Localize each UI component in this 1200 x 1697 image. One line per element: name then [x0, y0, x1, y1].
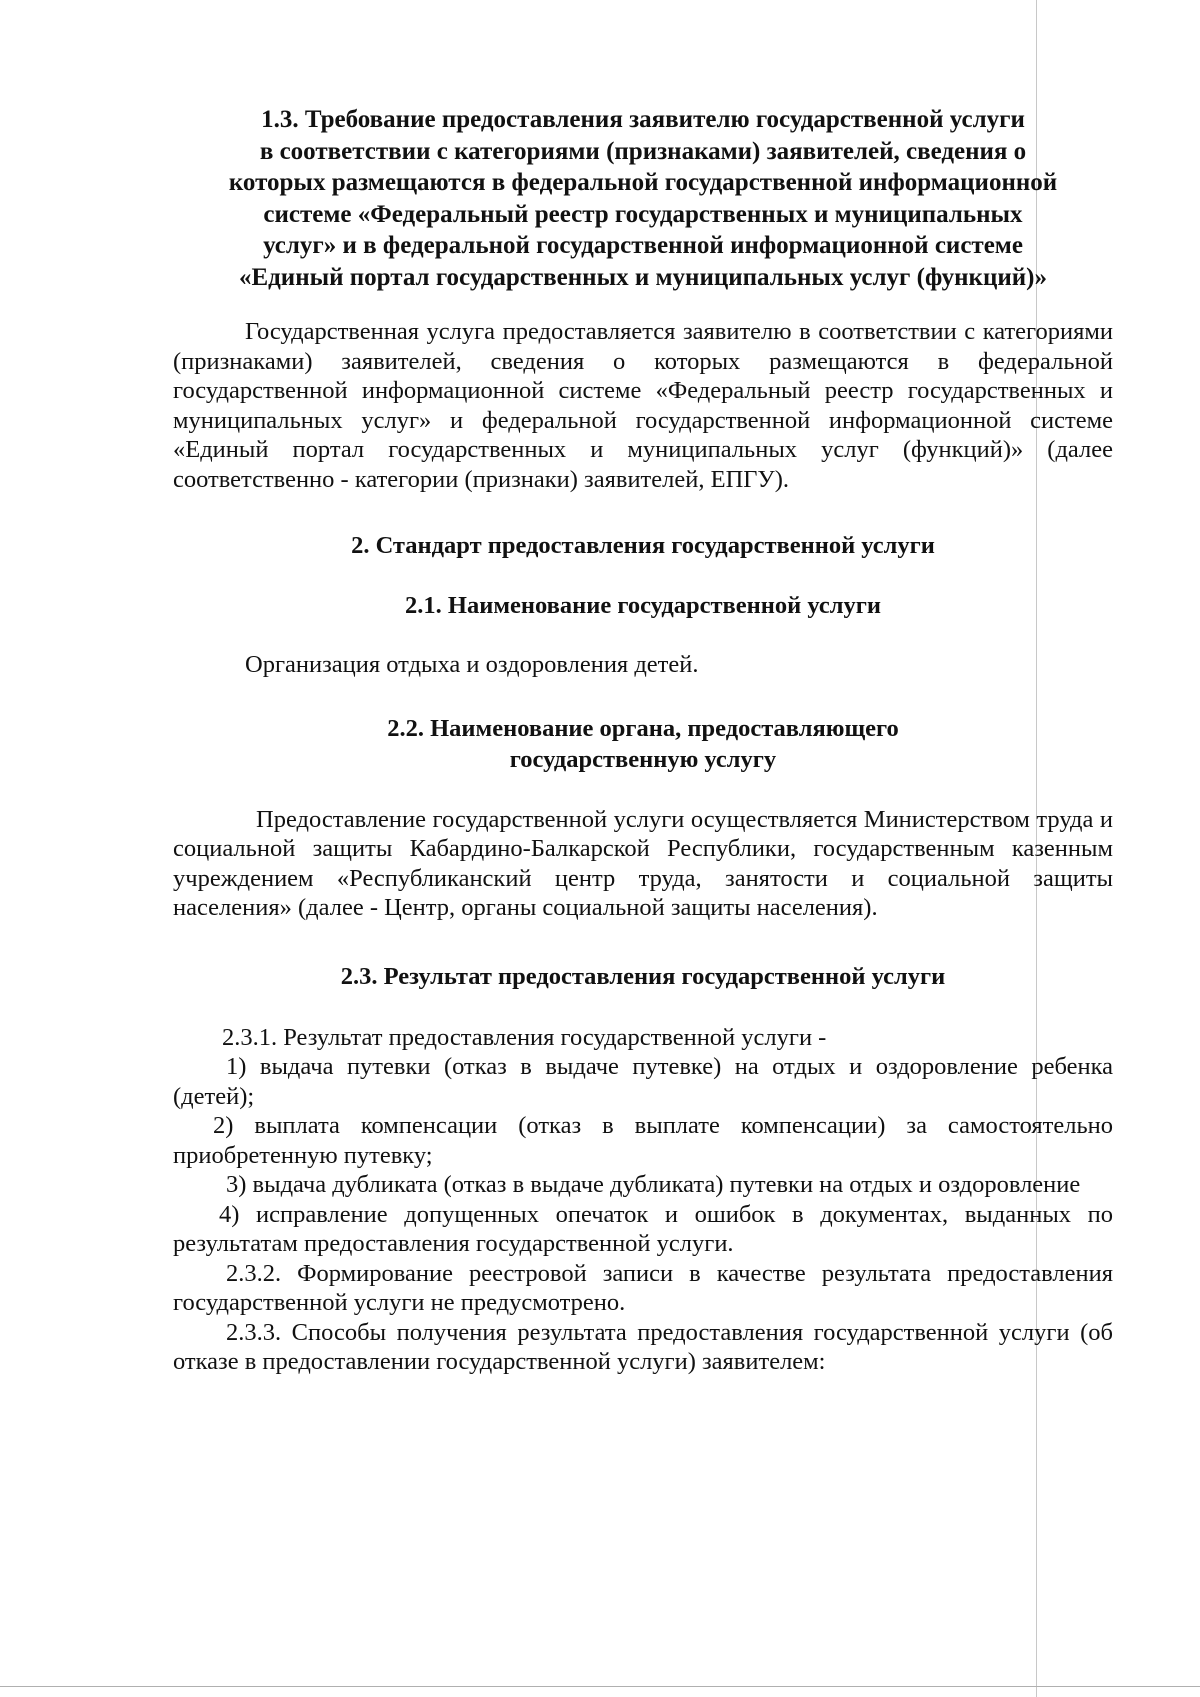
scan-bottom-edge — [0, 1686, 1200, 1687]
heading-line: 1.3. Требование предоставления заявителю государственной услуги — [261, 106, 1025, 133]
result-item-4: 4) исправление допущенных опечаток и ошибок в документах, выданных по результатам предоставления государственной услуги. — [173, 1200, 1113, 1257]
heading-line: 2.2. Наименование органа, предоставляющего — [387, 714, 899, 742]
document-body — [173, 104, 1113, 1377]
section-2-1-paragraph: Организация отдыха и оздоровления детей. — [245, 651, 699, 678]
section-1-3-paragraph: Государственная услуга предоставляется заявителю в соответствии с категориями (признаками) заявителей, сведения о которых размещаются в федеральной государственной информационной системе «Федеральный реестр государственных и муниципальных услуг» и федеральной государственной информационной системе «Единый портал государственных и муниципальных услуг (функций)» (далее соответственно - категории (признаки) заявителей, ЕПГУ). — [173, 318, 1113, 493]
section-2-heading: 2. Стандарт предоставления государственной услуги — [351, 532, 935, 559]
heading-line: которых размещаются в федеральной государственной информационной — [228, 169, 1058, 196]
heading-line: системе «Федеральный реестр государственных и муниципальных — [263, 200, 1023, 228]
section-2-3-heading: 2.3. Результат предоставления государственной услуги — [340, 962, 946, 990]
heading-line: «Единый портал государственных и муниципальных услуг (функций)» — [238, 263, 1048, 291]
section-2-3-2-paragraph: 2.3.2. Формирование реестровой записи в качестве результата предоставления государственной услуги не предусмотрено. — [173, 1259, 1113, 1316]
section-2-2-heading — [173, 713, 1113, 775]
result-item-2: 2) выплата компенсации (отказ в выплате компенсации) за самостоятельно приобретенную путевку; — [173, 1112, 1113, 1169]
result-item-1: 1) выдача путевки (отказ в выдаче путевке) на отдых и оздоровление ребенка (детей); — [173, 1053, 1113, 1110]
section-1-3-heading — [173, 104, 1113, 293]
section-2-1-heading: 2.1. Наименование государственной услуги — [405, 592, 881, 619]
section-2-3-3-paragraph: 2.3.3. Способы получения результата предоставления государственной услуги (об отказе в предоставлении государственной услуги) заявителем: — [173, 1318, 1113, 1375]
heading-line: государственную услугу — [509, 745, 777, 773]
section-2-2-paragraph: Предоставление государственной услуги осуществляется Министерством труда и социальной защиты Кабардино-Балкарской Республики, государственным казенным учреждением «Республиканский центр труда, занятости и социальной защиты населения» (далее - Центр, органы социальной защиты населения). — [173, 805, 1113, 921]
heading-line: услуг» и в федеральной государственной информационной системе — [263, 232, 1023, 259]
heading-line: в соответствии с категориями (признаками) заявителей, сведения о — [259, 137, 1027, 165]
section-2-3-1-paragraph: 2.3.1. Результат предоставления государственной услуги - — [222, 1023, 827, 1051]
result-item-3: 3) выдача дубликата (отказ в выдаче дубликата) путевки на отдых и оздоровление — [226, 1171, 1081, 1198]
